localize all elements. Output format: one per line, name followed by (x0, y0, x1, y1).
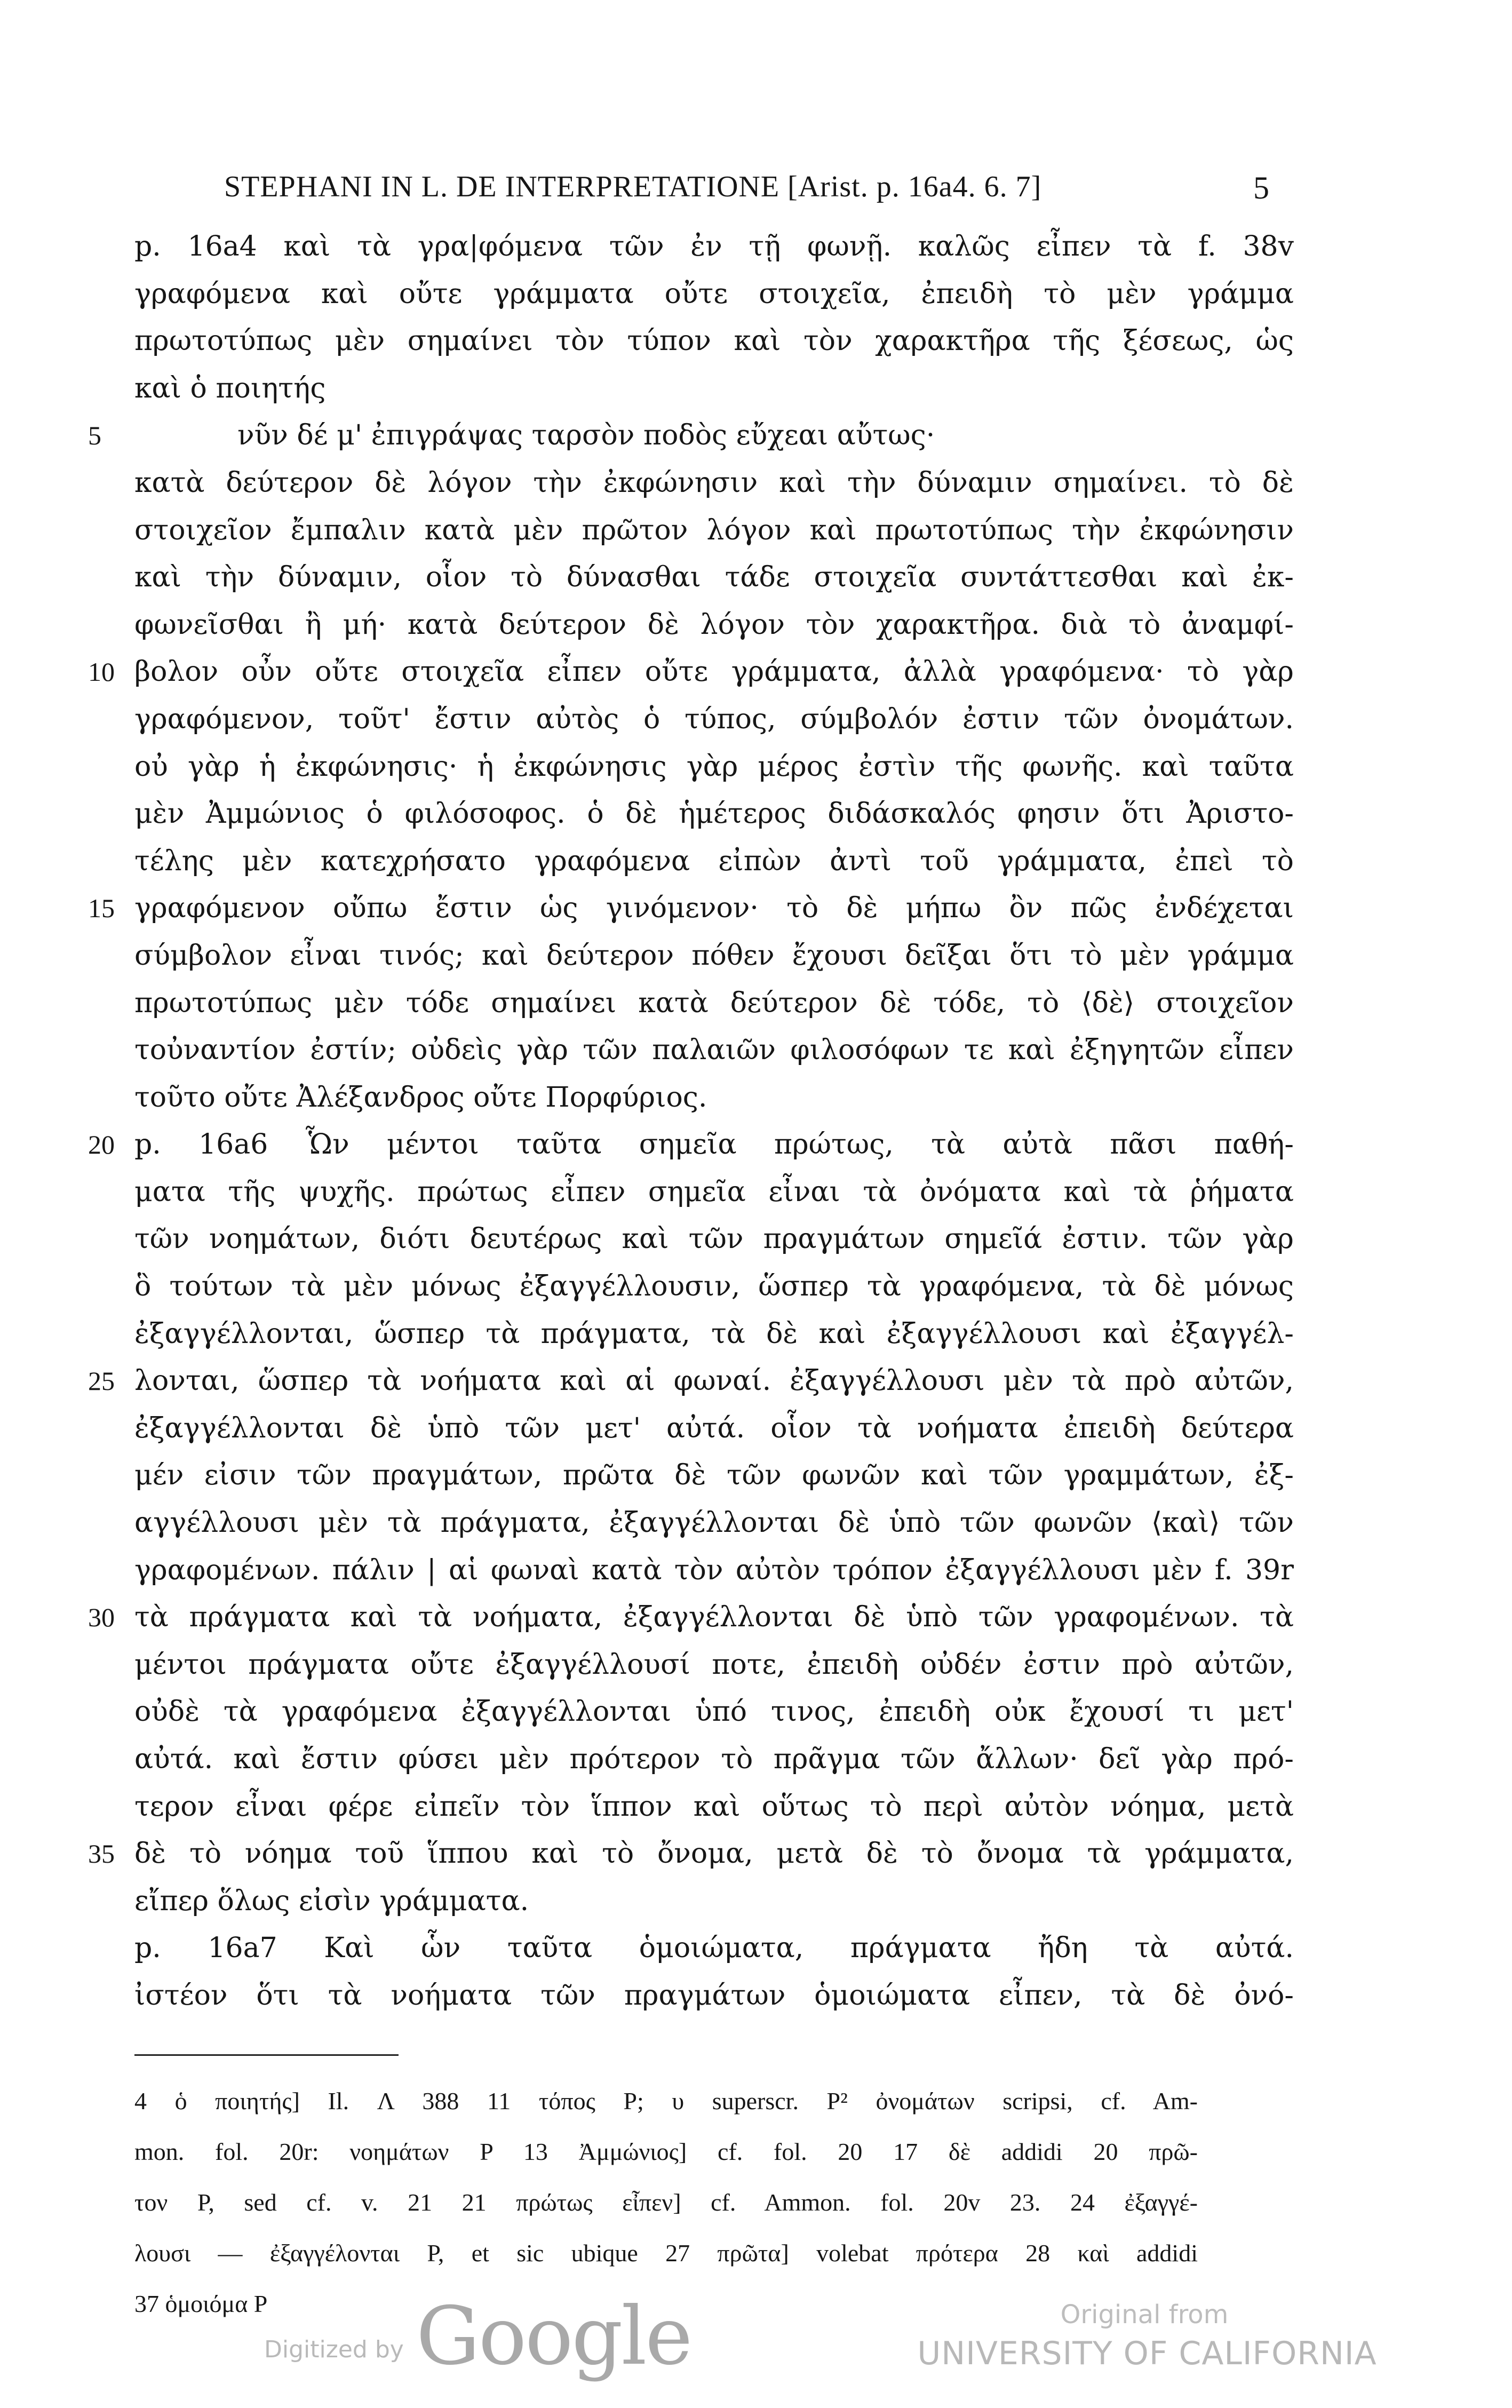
line-text: τοὐναντίον ἐστίν; οὐδεὶς γὰρ τῶν παλαιῶν φιλοσόφων τε καὶ ἐξηγητῶν εἶπεν (134, 1034, 1294, 1067)
line-text: τέλης μὲν κατεχρήσατο γραφόμενα εἰπὼν ἀντὶ τοῦ γράμματα, ἐπεὶ τὸ (134, 845, 1294, 877)
line-text: ἐξαγγέλλονται δὲ ὑπὸ τῶν μετ' αὐτά. οἷον τὰ νοήματα ἐπειδὴ δεύτερα (134, 1412, 1294, 1444)
line-text: γραφόμενον, τοῦτ' ἔστιν αὐτὸς ὁ τύπος, σύμβολόν ἐστιν τῶν ὀνομάτων. (134, 703, 1294, 735)
footnote-line (88, 2177, 1198, 2228)
text-line (88, 365, 1294, 412)
lemma-line (88, 1925, 1294, 1972)
text-line (88, 1830, 1294, 1878)
line-text: γραφόμενα καὶ οὔτε γράμματα οὔτε στοιχεῖα, ἐπειδὴ τὸ μὲν γράμμα (134, 277, 1294, 310)
line-text: δὲ τὸ νόημα τοῦ ἵππου καὶ τὸ ὄνομα, μετὰ δὲ τὸ ὄνομα τὰ γράμματα, (134, 1838, 1294, 1870)
text-line (88, 1357, 1294, 1405)
text-line (88, 223, 1294, 271)
line-text: γραφόμενον οὔπω ἔστιν ὡς γινόμενον· τὸ δὲ μήπω ὂν πῶς ἐνδέχεται (134, 892, 1294, 925)
line-text: λονται, ὥσπερ τὰ νοήματα καὶ αἱ φωναί. ἐξαγγέλλουσι μὲν τὰ πρὸ αὐτῶν, (134, 1365, 1294, 1397)
institution-label: UNIVERSITY OF CALIFORNIA (917, 2335, 1377, 2372)
line-text: καὶ ὁ ποιητής (134, 372, 326, 404)
line-text: μέντοι πράγματα οὔτε ἐξαγγέλλουσί ποτε, ἐπειδὴ οὐδέν ἐστιν πρὸ αὐτῶν, (134, 1648, 1294, 1681)
line-text: πρωτοτύπως μὲν τόδε σημαίνει κατὰ δεύτερον δὲ τόδε, τὸ ⟨δὲ⟩ στοιχεῖον (134, 987, 1294, 1019)
text-line (88, 743, 1294, 791)
text-line (88, 1310, 1294, 1358)
text-line (88, 1499, 1294, 1547)
text-line (88, 601, 1294, 649)
line-text: αὐτά. καὶ ἔστιν φύσει μὲν πρότερον τὸ πρᾶγμα τῶν ἄλλων· δεῖ γὰρ πρό- (134, 1743, 1294, 1775)
text-line (88, 1594, 1294, 1641)
line-text: νῦν δέ μ' ἐπιγράψας ταρσὸν ποδὸς εὔχεαι αὔτως· (237, 419, 935, 452)
line-text: ἰστέον ὅτι τὰ νοήματα τῶν πραγμάτων ὁμοιώματα εἶπεν, τὰ δὲ ὀνό- (134, 1979, 1294, 2012)
line-text: ματα τῆς ψυχῆς. πρώτως εἶπεν σημεῖα εἶναι τὰ ὀνόματα καὶ τὰ ῥήματα (134, 1175, 1294, 1208)
text-line (88, 1641, 1294, 1689)
line-number: 5 (88, 420, 101, 451)
text-line (88, 980, 1294, 1027)
line-text: κατὰ δεύτερον δὲ λόγον τὴν ἐκφώνησιν καὶ τὴν δύναμιν σημαίνει. τὸ δὲ (134, 466, 1294, 499)
text-line (88, 1169, 1294, 1216)
footnote-divider (134, 2054, 399, 2056)
footnote-text: 37 ὁμοιόμα P (134, 2290, 268, 2317)
text-line (88, 507, 1294, 554)
line-text: στοιχεῖον ἔμπαλιν κατὰ μὲν πρῶτον λόγον καὶ πρωτοτύπως τὴν ἐκφώνησιν (134, 514, 1294, 546)
page-number: 5 (1253, 170, 1270, 205)
digitization-watermark (0, 2290, 1512, 2383)
main-text (88, 223, 1294, 2020)
text-line (88, 1783, 1294, 1831)
line-number: 10 (88, 657, 115, 687)
text-line (88, 1878, 1294, 1925)
line-text: μὲν Ἀμμώνιος ὁ φιλόσοφος. ὁ δὲ ἡμέτερος διδάσκαλός φησιν ὅτι Ἀριστο- (134, 798, 1294, 830)
footnote-line (88, 2126, 1198, 2177)
digitized-by-label: Digitized by (264, 2336, 404, 2363)
text-line (88, 271, 1294, 318)
text-line (88, 1547, 1294, 1594)
text-line (88, 932, 1294, 980)
line-text: πρωτοτύπως μὲν σημαίνει τὸν τύπον καὶ τὸν χαρακτῆρα τῆς ξέσεως, ὡς (134, 325, 1294, 357)
text-line (88, 1972, 1294, 2020)
line-text: σύμβολον εἶναι τινός; καὶ δεύτερον πόθεν ἔχουσι δεῖξαι ὅτι τὸ μὲν γράμμα (134, 939, 1294, 972)
text-line (88, 554, 1294, 601)
verse-quotation (88, 412, 1294, 459)
line-number: 35 (88, 1839, 115, 1869)
line-text: αγγέλλουσι μὲν τὰ πράγματα, ἐξαγγέλλονται δὲ ὑπὸ τῶν φωνῶν ⟨καὶ⟩ τῶν (134, 1507, 1294, 1539)
text-line (88, 1405, 1294, 1452)
line-number: 15 (88, 893, 115, 924)
line-text: ὃ τούτων τὰ μὲν μόνως ἐξαγγέλλουσιν, ὥσπερ τὰ γραφόμενα, τὰ δὲ μόνως (134, 1270, 1294, 1303)
footnote-text: τον P, sed cf. v. 21 21 πρώτως εἶπεν] cf. Ammon. fol. 20v 23. 24 ἐξαγγέ- (134, 2189, 1198, 2216)
line-text: ἐξαγγέλλονται, ὥσπερ τὰ πράγματα, τὰ δὲ καὶ ἐξαγγέλλουσι καὶ ἐξαγγέλ- (134, 1317, 1294, 1350)
original-from-label: Original from (1060, 2300, 1229, 2330)
footnote-line (88, 2076, 1198, 2126)
line-number: 20 (88, 1130, 115, 1160)
text-line (88, 885, 1294, 932)
footnote-text: 4 ὁ ποιητής] Il. Λ 388 11 τόπος P; υ superscr. P² ὀνομάτων scripsi, cf. Am- (134, 2087, 1198, 2115)
footnote-text: λουσι — ἐξαγγέλονται P, et sic ubique 27 πρῶτα] volebat πρότερα 28 καὶ addidi (134, 2239, 1198, 2267)
running-header (224, 170, 1270, 218)
line-text: p. 16a4 καὶ τὰ γρα|φόμενα τῶν ἐν τῇ φωνῇ. καλῶς εἶπεν τὰ f. 38v (134, 231, 1294, 263)
line-text: καὶ τὴν δύναμιν, οἷον τὸ δύνασθαι τάδε στοιχεῖα συντάττεσθαι καὶ ἐκ- (134, 561, 1294, 594)
line-text: p. 16a7 Καὶ ὧν ταῦτα ὁμοιώματα, πράγματα ἤδη τὰ αὐτά. (134, 1932, 1294, 1965)
text-line (88, 1452, 1294, 1499)
line-number: 30 (88, 1602, 115, 1633)
line-text: οὐ γὰρ ἡ ἐκφώνησις· ἡ ἐκφώνησις γὰρ μέρος ἐστὶν τῆς φωνῆς. καὶ ταῦτα (134, 750, 1294, 783)
line-text: βολον οὖν οὔτε στοιχεῖα εἶπεν οὔτε γράμματα, ἀλλὰ γραφόμενα· τὸ γὰρ (134, 656, 1294, 688)
line-number: 25 (88, 1366, 115, 1396)
text-line (88, 1688, 1294, 1736)
line-text: τὰ πράγματα καὶ τὰ νοήματα, ἐξαγγέλλονται δὲ ὑπὸ τῶν γραφομένων. τὰ (134, 1601, 1294, 1634)
lemma-line (88, 1121, 1294, 1169)
text-line (88, 1215, 1294, 1263)
text-line (88, 459, 1294, 507)
line-text: τῶν νοημάτων, διότι δευτέρως καὶ τῶν πραγμάτων σημεῖά ἐστιν. τῶν γὰρ (134, 1223, 1294, 1255)
text-line (88, 1263, 1294, 1310)
line-text: τερον εἶναι φέρε εἰπεῖν τὸν ἵππον καὶ οὕτως τὸ περὶ αὐτὸν νόημα, μετὰ (134, 1790, 1294, 1823)
text-line (88, 1074, 1294, 1122)
line-text: φωνεῖσθαι ἢ μή· κατὰ δεύτερον δὲ λόγον τὸν χαρακτῆρα. διὰ τὸ ἀναμφί- (134, 608, 1294, 641)
line-text: γραφομένων. πάλιν | αἱ φωναὶ κατὰ τὸν αὐτὸν τρόπον ἐξαγγέλλουσι μὲν f. 39r (134, 1554, 1294, 1586)
line-text: p. 16a6 Ὧν μέντοι ταῦτα σημεῖα πρώτως, τὰ αὐτὰ πᾶσι παθή- (134, 1128, 1294, 1161)
text-line (88, 696, 1294, 743)
line-text: τοῦτο οὔτε Ἀλέξανδρος οὔτε Πορφύριος. (134, 1081, 707, 1114)
line-text: εἴπερ ὅλως εἰσὶν γράμματα. (134, 1885, 529, 1917)
text-line (88, 648, 1294, 696)
text-line (88, 838, 1294, 885)
text-line (88, 1736, 1294, 1783)
text-line (88, 790, 1294, 838)
footnote-line (88, 2228, 1198, 2278)
google-logo: Google (416, 2290, 691, 2383)
text-line (88, 317, 1294, 365)
line-text: οὐδὲ τὰ γραφόμενα ἐξαγγέλλονται ὑπό τινος, ἐπειδὴ οὐκ ἔχουσί τι μετ' (134, 1696, 1294, 1728)
line-text: μέν εἰσιν τῶν πραγμάτων, πρῶτα δὲ τῶν φωνῶν καὶ τῶν γραμμάτων, ἐξ- (134, 1459, 1294, 1492)
text-line (88, 1027, 1294, 1074)
header-title: STEPHANI IN L. DE INTERPRETATIONE [Arist. p. 16a4. 6. 7] (224, 170, 1042, 203)
footnote-text: mon. fol. 20r: νοημάτων P 13 Ἀμμώνιος] cf. fol. 20 17 δὲ addidi 20 πρῶ- (134, 2138, 1198, 2165)
